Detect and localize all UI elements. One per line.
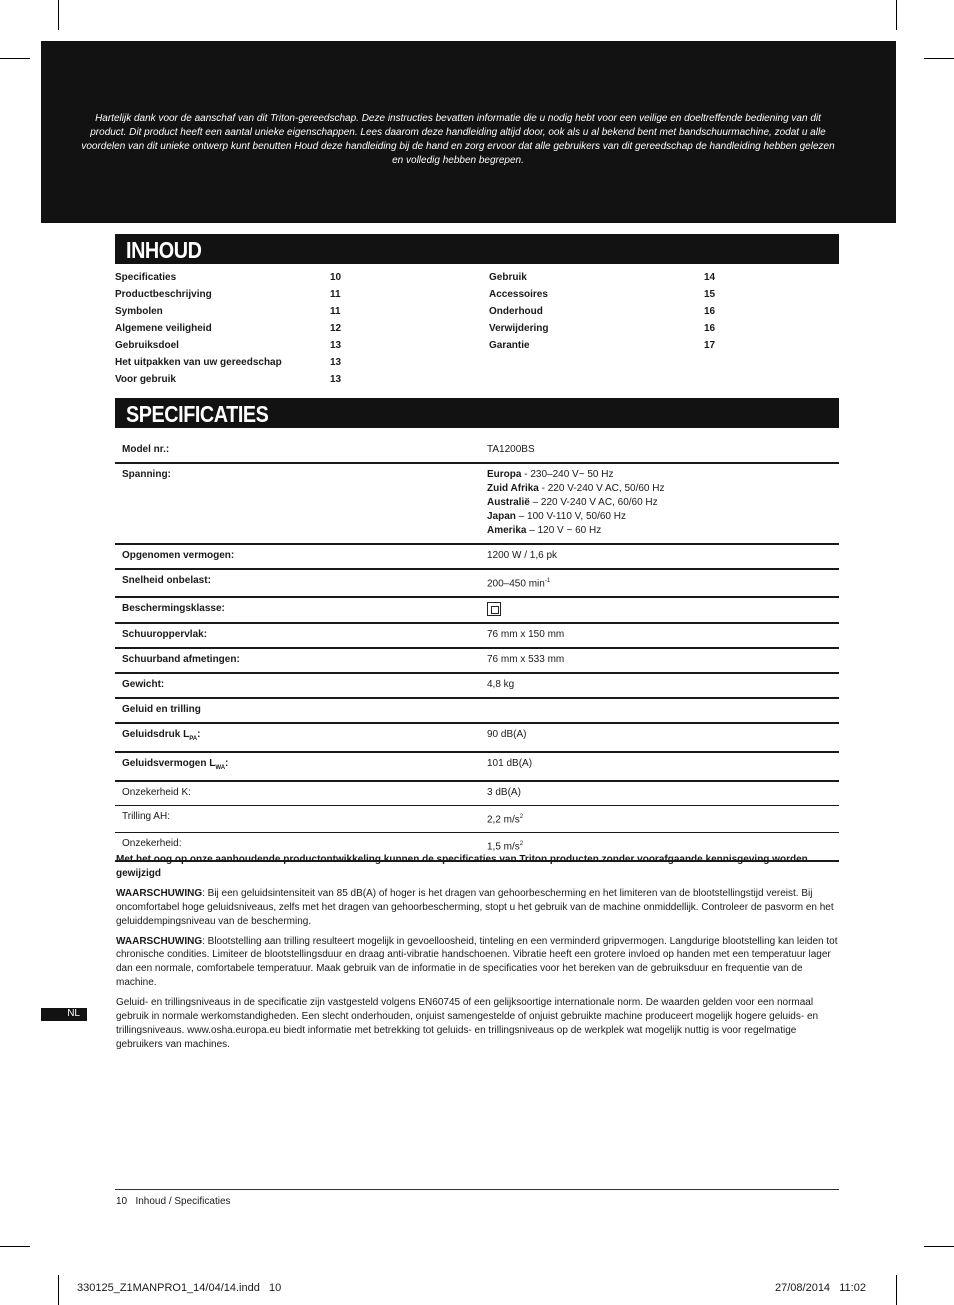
page-footer: 10 Inhoud / Specificaties <box>116 1196 231 1207</box>
crop-mark <box>58 0 59 30</box>
crop-mark <box>896 0 897 30</box>
spec-label: Onzekerheid: <box>115 833 480 861</box>
voltage-line: Europa - 230–240 V~ 50 Hz <box>487 469 614 480</box>
specs-table <box>115 439 839 862</box>
table-row <box>115 698 839 723</box>
spec-value <box>480 463 839 544</box>
crop-mark <box>0 1246 30 1247</box>
specs-header <box>115 398 839 428</box>
spec-label: Trilling AH: <box>115 805 480 832</box>
voltage-line: Amerika – 120 V ~ 60 Hz <box>487 525 602 536</box>
table-row <box>115 569 839 597</box>
print-slug-file: 330125_Z1MANPRO1_14/04/14.indd 10 <box>77 1282 282 1294</box>
table-row <box>115 673 839 698</box>
spec-label: Geluidsdruk $L_{PA}$: <box>115 723 480 752</box>
spec-value: TA1200BS <box>480 439 839 463</box>
table-row <box>115 648 839 673</box>
crop-mark <box>896 1275 897 1305</box>
print-slug-date: 27/08/2014 11:02 <box>775 1282 866 1294</box>
spec-label: Snelheid onbelast: <box>115 569 480 597</box>
toc-item[interactable]: Symbolen 11 <box>115 306 341 317</box>
double-insulation-icon <box>487 602 501 616</box>
crop-mark <box>58 1275 59 1305</box>
vibration-warning: WAARSCHUWING: Blootstelling aan trilling resulteert mogelijk in gevoelloosheid, tinteling en een verminderd gripvermogen. Langdurige blootstelling kan leiden tot chronische condities. Limiteer de blootstellingsduur en draag anti-vibratie handschoenen. Vibratie heeft een grotere invloed op handen met een temperatuur lager dan een normale, comfortabele temperatuur. Maak gebruik van de informatie in de specificaties voor het bereken van de gebruiksduur en frequentie van de machine. <box>116 935 838 989</box>
spec-label: Beschermingsklasse: <box>115 597 480 623</box>
spec-value: 200–450 $\min^{-1}$ <box>480 569 839 597</box>
notes-section <box>116 853 838 1058</box>
toc-left-column <box>115 271 355 390</box>
table-row <box>115 752 839 781</box>
spec-value: 76 mm x 150 mm <box>480 623 839 648</box>
spec-group-header: Geluid en trilling <box>115 698 839 723</box>
crop-mark <box>924 58 954 59</box>
footer-divider <box>115 1189 839 1190</box>
table-row <box>115 544 839 569</box>
spec-value: 3 dB(A) <box>480 781 839 806</box>
noise-warning: WAARSCHUWING: Bij een geluidsintensiteit van 85 dB(A) of hoger is het dragen van gehoorbescherming en het limiteren van de blootstellingstijd vereist. Bij oncomfortabel hoge geluidsniveaus, zelfs met het dragen van gehoorbescherming, stopt u het gebruik van de machine onmiddellijk. Controleer de pasvorm en het geluiddempingsniveau van de bescherming. <box>116 887 834 927</box>
spec-value: 2,2 $m/s^2$ <box>480 805 839 832</box>
spec-value: 76 mm x 533 mm <box>480 648 839 673</box>
toc-item[interactable]: Gebruiksdoel 13 <box>115 340 342 351</box>
toc-item[interactable]: Garantie 17 <box>489 340 716 351</box>
spec-value <box>480 597 839 623</box>
intro-text: Hartelijk dank voor de aanschaf van dit Triton-gereedschap. Deze instructies bevatten informatie die u nodig hebt voor een veilige en doeltreffende bediening van dit product. Dit product heeft een aantal unieke eigenschappen. Lees daarom deze handleiding altijd door, ook als u al bekend bent met bandschuurmachine, zodat u alle voordelen van dit unieke ontwerp kunt benutten Houd deze handleiding bij de hand en zorg ervoor dat alle gebruikers van dit gereedschap de handleiding hebben gelezen en volledig hebben begrepen. <box>81 113 835 166</box>
spec-label: Model nr.: <box>115 439 480 463</box>
specs-title: SPECIFICATIES <box>126 401 269 427</box>
voltage-line: Australië – 220 V-240 V AC, 60/60 Hz <box>487 497 658 508</box>
toc-item[interactable]: Accessoires 15 <box>489 289 716 300</box>
toc-header <box>115 234 839 264</box>
spec-label: Onzekerheid K: <box>115 781 480 806</box>
spec-change-note: Met het oog op onze aanhoudende productontwikkeling kunnen de specificaties van Triton producten zonder voorafgaande kennisgeving worden gewijzigd <box>116 854 808 879</box>
spec-label: Opgenomen vermogen: <box>115 544 480 569</box>
spec-value: 90 dB(A) <box>480 723 839 752</box>
table-row <box>115 463 839 544</box>
language-tab: NL <box>41 1008 87 1021</box>
spec-label: Spanning: <box>115 463 480 544</box>
table-row <box>115 723 839 752</box>
spec-value: 101 dB(A) <box>480 752 839 781</box>
toc-item[interactable]: Specificaties 10 <box>115 272 342 283</box>
spec-value: 4,8 kg <box>480 673 839 698</box>
toc-title: INHOUD <box>126 237 202 263</box>
table-row <box>115 805 839 832</box>
crop-mark <box>924 1246 954 1247</box>
table-row <box>115 781 839 806</box>
crop-mark <box>0 58 30 59</box>
table-row <box>115 439 839 463</box>
toc-item[interactable]: Voor gebruik 13 <box>115 374 342 385</box>
toc-right-column <box>489 271 729 356</box>
spec-label: Gewicht: <box>115 673 480 698</box>
toc-item[interactable]: Gebruik 14 <box>489 272 716 283</box>
toc-item[interactable]: Productbeschrijving 11 <box>115 289 341 300</box>
voltage-line: Japan – 100 V-110 V, 50/60 Hz <box>487 511 626 522</box>
spec-label: Schuurband afmetingen: <box>115 648 480 673</box>
toc-item[interactable]: Onderhoud 16 <box>489 306 716 317</box>
table-row <box>115 623 839 648</box>
spec-label: Geluidsvermogen $L_{WA}$: <box>115 752 480 781</box>
toc-item[interactable]: Verwijdering 16 <box>489 323 716 334</box>
toc-item[interactable]: Algemene veiligheid 12 <box>115 323 342 334</box>
voltage-line: Zuid Afrika - 220 V-240 V AC, 50/60 Hz <box>487 483 665 494</box>
norm-paragraph: Geluid- en trillingsniveaus in de specificatie zijn vastgesteld volgens EN60745 of een gelijksoortige internationale norm. De waarden gelden voor een normaal gebruik in normale werkomstandigheden. Een slecht onderhouden, onjuist samengestelde of onjuist gebruikte machine produceert mogelijk hogere geluids- en trillingsniveaus. www.osha.europa.eu biedt informatie met betrekking tot geluids- en trillingsniveaus op de werkplek wat mogelijk nuttig is voor regelmatige gebruikers van machines. <box>116 997 819 1050</box>
spec-label: Schuuroppervlak: <box>115 623 480 648</box>
toc-item[interactable]: Het uitpakken van uw gereedschap 13 <box>115 357 342 368</box>
spec-value: 1,5 $m/s^2$ <box>480 833 839 861</box>
table-row <box>115 597 839 623</box>
spec-value: 1200 W / 1,6 pk <box>480 544 839 569</box>
